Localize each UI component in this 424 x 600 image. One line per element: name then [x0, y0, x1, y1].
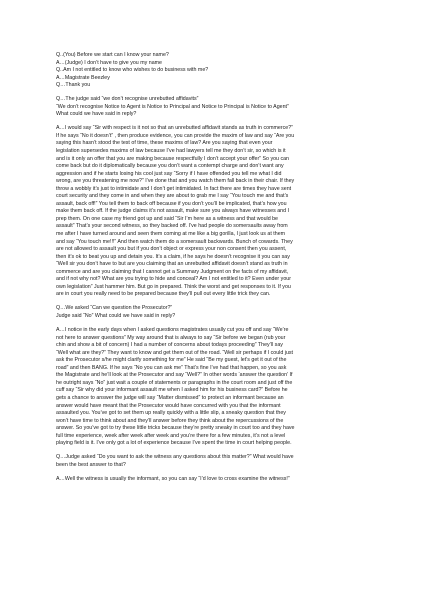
text-line: Q…The judge said “we don’t recognise unrebutted affidavits”: [56, 96, 199, 103]
text-line: full time experience, week after week after week and you’re there for a few minutes, it’s not a level: [56, 432, 286, 439]
paragraph: [56, 305, 370, 320]
text-line: been the best answer to that?: [56, 461, 126, 468]
paragraph: [56, 454, 370, 469]
text-line: aggression and if he starts losing his cool just say “Sorry if I have offended you tell me what I did: [56, 170, 282, 177]
text-line: assaulted you. You’ve got to set them up really quickly with a little slip, a sneaky question that they: [56, 410, 286, 417]
text-line: answer would have meant that the Prosecutor would have concurred with you that the informant: [56, 402, 281, 409]
text-line: Q…Judge asked “Do you want to ask the witness any questions about this matter?” What would have: [56, 454, 294, 461]
text-line: Q..Am I not entitled to know who wishes to do business with me?: [56, 67, 209, 74]
text-line: Q…Thank you: [56, 82, 91, 89]
text-line: cuff say “Sir why did your informant assault me when I asked him for his business card?” Before he: [56, 387, 288, 394]
text-line: throw a wobbly it’s just to intimidate and I don’t get intimidated. In fact there are times they have sent: [56, 185, 292, 192]
text-line: are in court you really need to be prepared because they’ll pull out every little trick they can.: [56, 291, 271, 298]
text-line: not here to answer questions” My way around that is always to say “Sir before we began (rub your: [56, 334, 286, 341]
paragraph: [56, 476, 370, 484]
text-line: road” and then BANG. If he says “No you can ask me” That’s fine I’ve had that happen, so you ask: [56, 364, 287, 371]
text-line: “We don’t recognise Notice to Agent is Notice to Principal and Notice to Principal is Notice to Agent”: [56, 103, 289, 110]
text-line: won’t have time to think about and they’ll answer before they think about the repercussions of the: [56, 417, 284, 424]
text-line: commerce and are you claiming that I cannot get a Summary Judgment on the facts of my affidavit,: [56, 268, 289, 275]
text-line: then it’s ok to beat you up and detain you. It’s a claim, if he says he doesn’t recognise it you can say: [56, 253, 290, 260]
text-line: are not allowed to assault you but if you don’t object or express your non consent then you assent,: [56, 246, 287, 253]
text-line: saying this hasn’t stood the test of time, these maxims of law? Are you saying that even your: [56, 140, 273, 147]
paragraph: [56, 96, 370, 119]
paragraph: [56, 125, 370, 299]
text-line: and say “You touch me!!!” And then watch them do a somersault backwards. Bunch of cowards. They: [56, 238, 293, 245]
text-line: ask the Prosecutor s/he might clarify something for me” He said “Be my guest, let’s get it out of the: [56, 357, 287, 364]
text-line: wrong, are you threatening me now?” I’ve done that and you watch them fall back in their chair. If they: [56, 178, 295, 185]
text-line: and is it only an offer that you are making because respectfully I don’t accept your offer” So you can: [56, 155, 290, 162]
text-line: answer. So you’ve got to try these little tricks because they’re pretty sneaky in court too and they have: [56, 425, 295, 432]
text-line: Judge said “No” What could we have said in reply?: [56, 313, 176, 319]
text-line: A…I would say “Sir with respect is it not so that an unrebutted affidavit stands as truth in commerce?”: [56, 125, 293, 132]
text-line: What could we have said in reply?: [56, 111, 137, 118]
text-line: come back but do it diplomatically because you don’t want a contempt charge and don’t want any: [56, 163, 284, 170]
text-line: make them back off. If the judge claims it’s not assault, make sure you always have witnesses and I: [56, 208, 289, 215]
text-line: playing field is it. I’ve only got a lot of experience because I’ve spent the time in court helping people.: [56, 440, 292, 447]
text-line: “Well sir you don’t have to but are you claiming that an unrebutted affidavit doesn’t stand as truth in: [56, 261, 288, 268]
text-line: legislation supersedes maxims of law because I’ve had lawyers tell me they don’t sir, so which is it: [56, 148, 286, 155]
text-line: A…Well the witness is usually the informant, so you can say “I’d love to cross examine the witness!”: [56, 475, 290, 482]
text-line: Q…We asked “Can we question the Prosecutor?”: [56, 305, 173, 312]
text-line: gets a chance to answer the judge will say “Matter dismissed” to protect an informant because an: [56, 394, 284, 401]
text-line: the Magistrate and he’ll look at the Prosecutor and say “Well?” In other words ‘answer the question’ If: [56, 372, 293, 379]
text-line: he outright says “No” just wait a couple of statements or paragraphs in the court room and just off the: [56, 379, 293, 386]
text-line: chin and show a bit of concern) I had a number of concerns about todays proceeding” They’ll say: [56, 342, 283, 349]
text-line: me after I have turned around and seen them coming at me like a big gorilla, I just look us at them: [56, 231, 286, 238]
text-line: and if not why not? What are you trying to hide and conceal? Am I not entitled to it? Even under your: [56, 276, 291, 283]
text-line: own legislation” Just hammer him. But go in prepared. Think the worst and get responses to it. If you: [56, 283, 291, 290]
text-line: prep them. On one case my friend got up and said “Sir I’m here as a witness and that would be: [56, 215, 279, 222]
text-line: court security and they come in and when they are about to grab me I say “You touch me and that’s: [56, 193, 289, 200]
text-line: A…I notice in the early days when I asked questions magistrates usually cut you off and say “We’re: [56, 327, 289, 334]
paragraph: [56, 52, 370, 90]
paragraph: [56, 327, 370, 448]
text-line: Q..(You) Before we start can I know your name?: [56, 52, 169, 58]
text-line: A…(Judge) I don’t have to give you my name: [56, 59, 162, 66]
text-line: A…Magistrate Beezley: [56, 74, 110, 81]
text-line: “Well what are they?” They want to know and get them out of the road. “Well sir perhaps if I could just: [56, 349, 294, 356]
text-line: assault, back off!” You tell them to back off because if you don’t you’ll be implicated, that’s how you: [56, 200, 287, 207]
text-line: If he says “No it doesn’t” , then produce evidence, you can provide the maxim of law and say “Are you: [56, 132, 295, 139]
text-line: assault” That’s your second witness, so they backed off. I’ve had people do somersaults away from: [56, 223, 288, 230]
